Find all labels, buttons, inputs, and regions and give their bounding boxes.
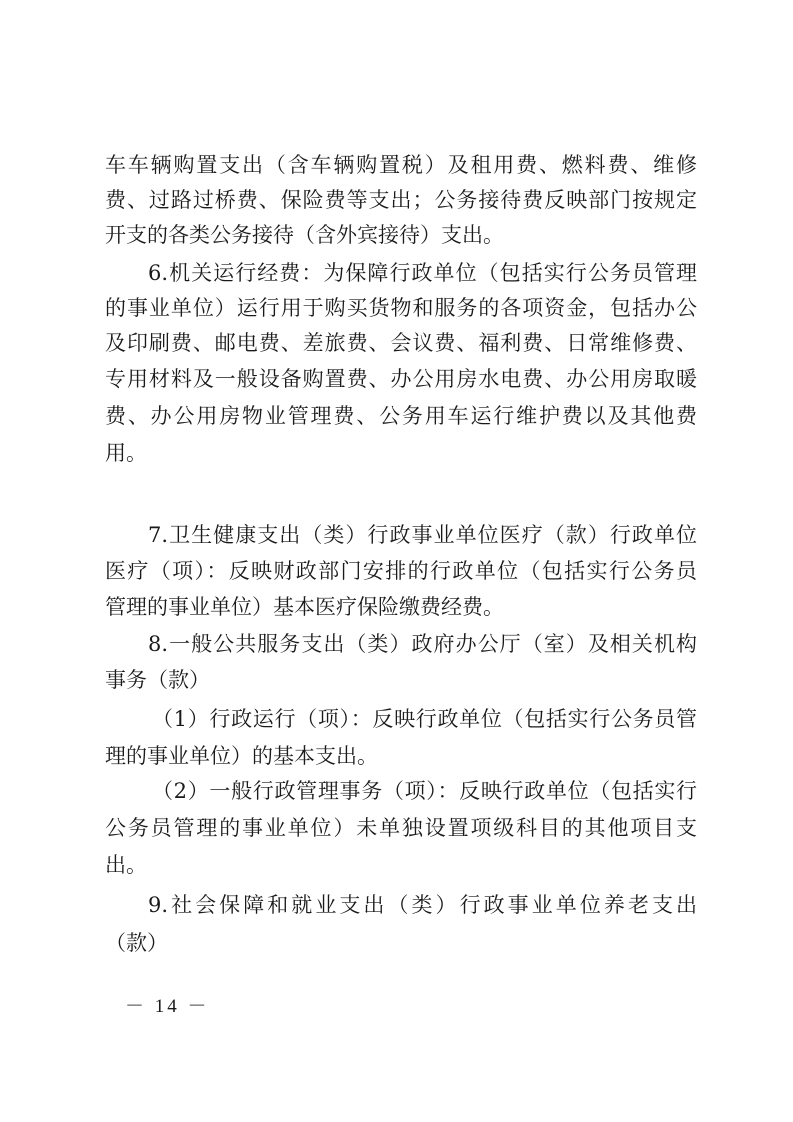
paragraph-line: 及印刷费、邮电费、差旅费、会议费、福利费、日常维修费、 [105,331,697,355]
paragraph-line: 用。 [105,441,147,465]
paragraph-line: 医疗（项）：反映财政部门安排的行政单位（包括实行公务员 [105,559,697,583]
paragraph-line: 管理的事业单位）基本医疗保险缴费经费。 [105,595,504,619]
paragraph-line: 费、办公用房物业管理费、公务用车运行维护费以及其他费 [105,404,697,428]
section-6-heading-line: 6.机关运行经费：为保障行政单位（包括实行公务员管理 [148,261,697,285]
paragraph-line: （款） [105,931,168,955]
section-8-heading-line: 8.一般公共服务支出（类）政府办公厅（室）及相关机构 [148,632,697,656]
subsection-2-line: （2）一般行政管理事务（项）：反映行政单位（包括实行 [152,779,697,803]
paragraph-line: 开支的各类公务接待（含外宾接待）支出。 [105,223,504,247]
paragraph-line: 的事业单位）运行用于购买货物和服务的各项资金，包括办公 [105,296,697,320]
section-9-heading-line: 9.社会保障和就业支出（类）行政事业单位养老支出 [148,893,697,917]
paragraph-line: 公务员管理的事业单位）未单独设置项级科目的其他项目支 [105,816,697,840]
subsection-1-line: （1）行政运行（项）：反映行政单位（包括实行公务员管 [152,707,697,731]
page-number: － 14 － [125,996,210,1017]
paragraph-line: 费、过路过桥费、保险费等支出；公务接待费反映部门按规定 [105,188,697,212]
paragraph-line: 事务（款） [105,668,210,692]
paragraph-line: 理的事业单位）的基本支出。 [105,744,378,768]
paragraph-line: 专用材料及一般设备购置费、办公用房水电费、办公用房取暖 [105,367,697,391]
section-7-heading-line: 7.卫生健康支出（类）行政事业单位医疗（款）行政单位 [148,523,697,547]
paragraph-line: 出。 [105,853,147,877]
paragraph-line: 车车辆购置支出（含车辆购置税）及租用费、燃料费、维修 [105,153,697,177]
